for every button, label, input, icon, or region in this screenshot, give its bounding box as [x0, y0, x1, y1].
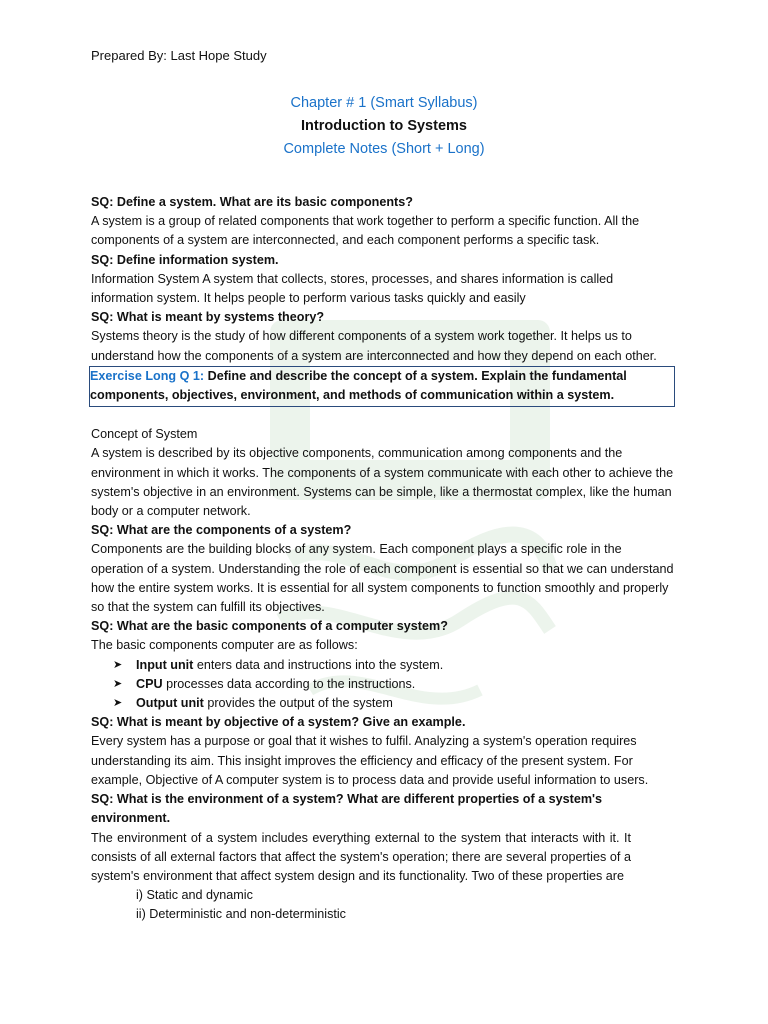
question-systems-theory: SQ: What is meant by systems theory? [91, 310, 325, 325]
concept-heading: Concept of System [91, 427, 198, 442]
exercise-text: Define and describe the concept of a system. Explain the fundamental components, objectives, environment, and methods of communication within a system. [90, 368, 627, 403]
question-computer-components: SQ: What are the basic components of a computer system? [91, 619, 448, 634]
arrow-bullet-icon: ➤ [113, 658, 123, 671]
answer-systems-theory: Systems theory is the study of how different components of a system work together. It helps us to understand how the components of a system are interconnected and how they depend on each other. [91, 329, 657, 363]
arrow-bullet-icon: ➤ [113, 697, 123, 710]
property-deterministic: ii) Deterministic and non-deterministic [136, 907, 346, 922]
arrow-bullet-icon: ➤ [113, 677, 123, 690]
answer-components: Components are the building blocks of any system. Each component plays a specific role in the operation of a system. Understanding the role of each component is essential so that we can understand how the entire system works. It is essential for all system components to function smoothly and properly so that the system can fulfill its objectives. [91, 542, 674, 615]
question-define-system: SQ: Define a system. What are its basic components? [91, 195, 413, 209]
question-components: SQ: What are the components of a system? [91, 523, 352, 538]
exercise-long-question-box [89, 366, 675, 407]
question-objective: SQ: What is meant by objective of a system? Give an example. [91, 715, 466, 730]
property-static-dynamic: i) Static and dynamic [136, 888, 253, 903]
answer-information-system: Information System A system that collects, stores, processes, and shares information is called information system. It helps people to perform various tasks quickly and easily [91, 271, 614, 306]
answer-define-system: A system is a group of related components that work together to perform a specific function. All the components of a system are interconnected, and each component performs a specific task. [91, 214, 640, 248]
question-environment: SQ: What is the environment of a system? What are different properties of a system's environment. [91, 792, 603, 826]
answer-computer-components-intro: The basic components computer are as follows: [91, 638, 358, 653]
notes-subtitle: Complete Notes (Short + Long) [283, 141, 485, 157]
list-item: ➤ Input unit enters data and instructions into the system. [113, 656, 676, 675]
answer-environment: The environment of a system includes everything external to the system that interacts with it. It consists of all external factors that affect the system's operation; there are several properties of a system's environment that affect system design and its functionality. Two of these properties are [91, 830, 631, 883]
component-list [91, 656, 676, 714]
notes-body [91, 193, 676, 925]
exercise-label: Exercise Long Q 1: [90, 368, 205, 383]
page-title: Introduction to Systems [301, 118, 467, 134]
concept-text: A system is described by its objective components, communication among components and the environment in which it works. The components of a system communicate with each other to achieve the system's objective in an environment. Systems can be simple, like a thermostat complex, like the human body or a computer network. [91, 446, 674, 519]
answer-objective: Every system has a purpose or goal that it wishes to fulfil. Analyzing a system's operation requires understanding its aim. This insight improves the efficiency and efficacy of the present system. For example, Objective of A computer system is to process data and provide useful information to users. [91, 734, 649, 787]
list-item: ➤ CPU processes data according to the instructions. [113, 675, 676, 694]
list-item: ➤ Output unit provides the output of the system [113, 694, 676, 713]
prepared-by-line: Prepared By: Last Hope Study [91, 48, 267, 63]
chapter-heading: Chapter # 1 (Smart Syllabus) [290, 95, 478, 111]
question-information-system: SQ: Define information system. [91, 252, 279, 267]
